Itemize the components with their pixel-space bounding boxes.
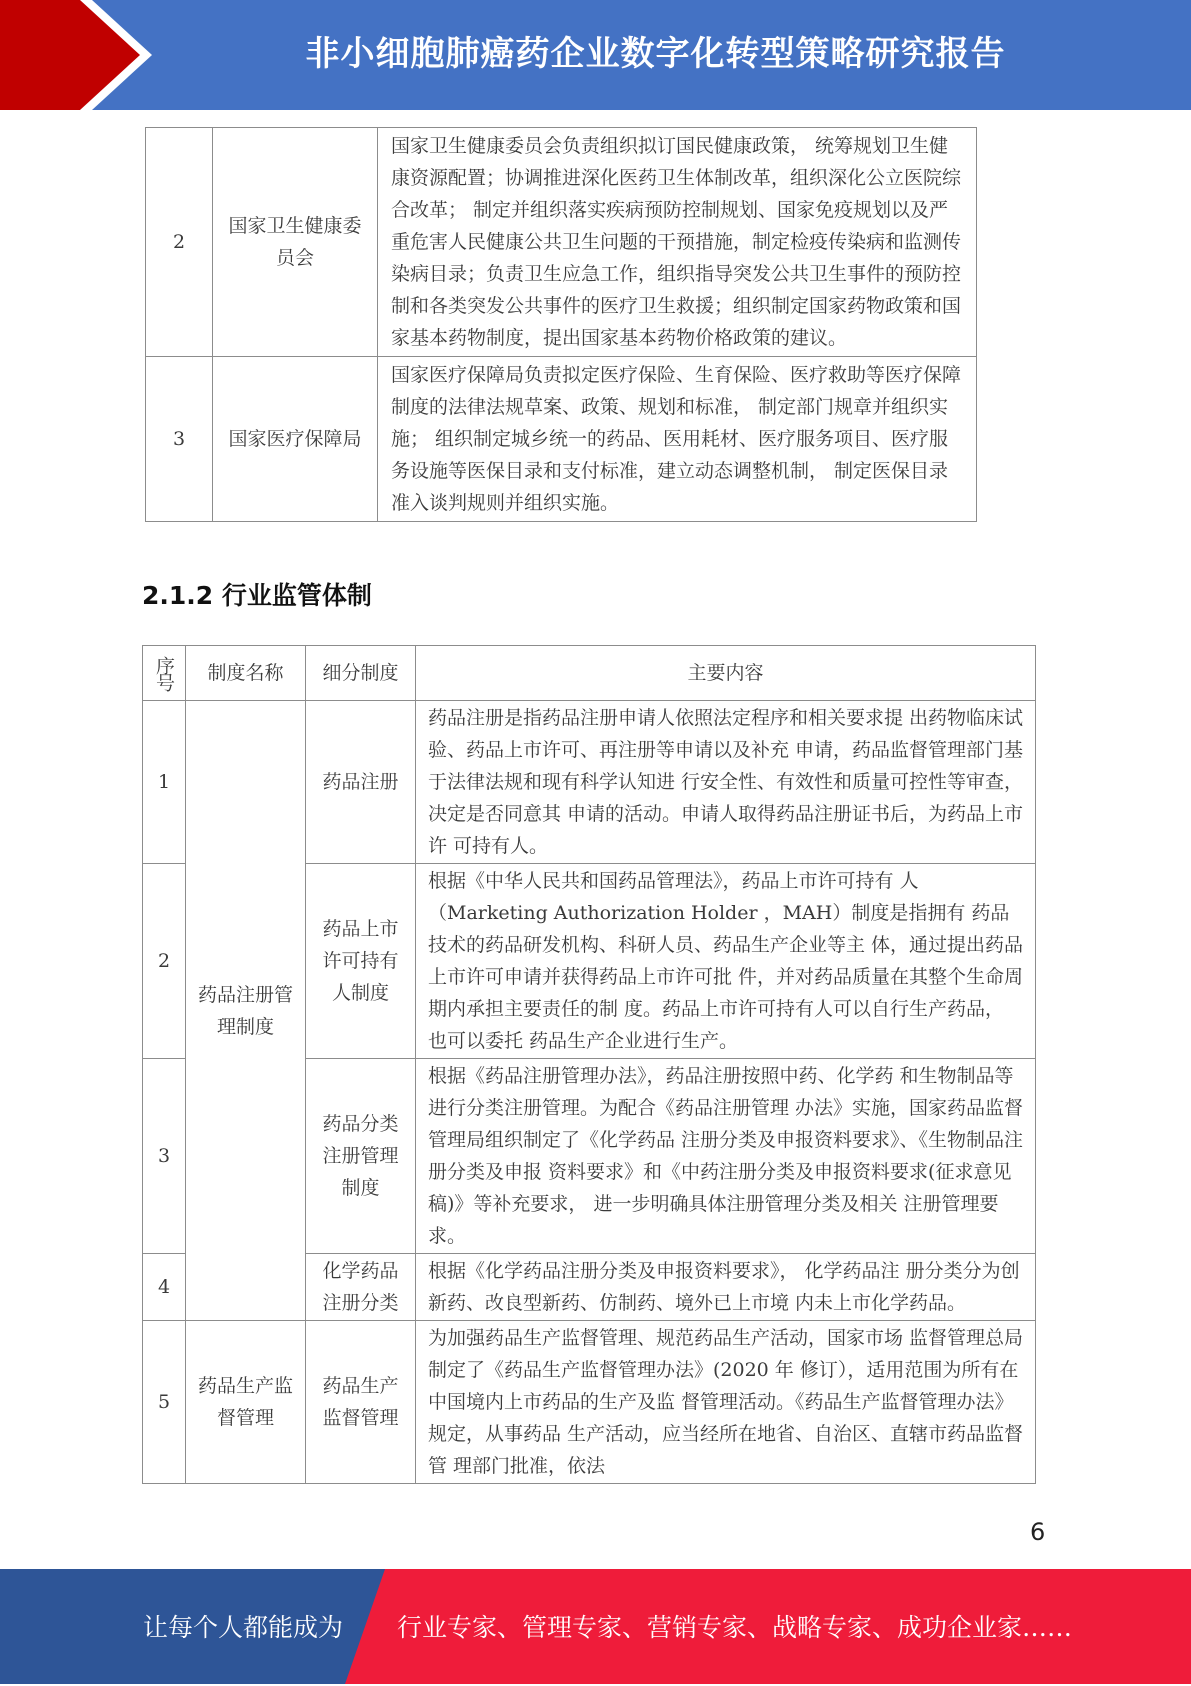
regulation-system-table [142, 645, 1036, 1484]
main-content: 药品注册是指药品注册申请人依照法定程序和相关要求提 出药物临床试验、药品上市许可、再注册等申请以及补充 申请，药品监督管理部门基于法律法规和现有科学认知进 行安全性、有效性和质量可控性等审查， 决定是否同意其 申请的活动。申请人取得药品注册证书后，为药品上市许 可持有人。 [416, 701, 1036, 864]
footer-slogan: 行业专家、管理专家、营销专家、战略专家、成功企业家…… [397, 1613, 1073, 1642]
main-content: 根据《化学药品注册分类及申报资料要求》， 化学药品注 册分类分为创新药、改良型新药、仿制药、境外已上市境 内未上市化学药品。 [416, 1254, 1036, 1321]
row-seq: 2 [146, 128, 213, 357]
agency-duties: 国家卫生健康委员会负责组织拟订国民健康政策， 统筹规划卫生健康资源配置；协调推进深化医药卫生体制改革，组织深化公立医院综合改革； 制定并组织落实疾病预防控制规划、国家免疫规划以及严重危害人民健康公共卫生问题的干预措施，制定检疫传染病和监测传染病目录；负责卫生应急工作，组织指导突发公共卫生事件的预防控制和各类突发公共事件的医疗卫生救援；组织制定国家药物政策和国家基本药物制度，提出国家基本药物价格政策的建议。 [378, 128, 977, 357]
table-row [146, 128, 977, 357]
row-seq: 1 [143, 701, 186, 864]
report-title: 非小细胞肺癌药企业数字化转型策略研究报告 [305, 34, 1006, 74]
page-number: 6 [1030, 1518, 1046, 1546]
sub-system: 药品生产监督管理 [306, 1321, 416, 1484]
agency-name: 国家卫生健康委员会 [213, 128, 378, 357]
header-seq: 序号 [143, 646, 186, 701]
main-content: 为加强药品生产监督管理、规范药品生产活动，国家市场 监督管理总局制定了《药品生产监督管理办法》(2020 年 修订），适用范围为所有在中国境内上市药品的生产及监 督管理活动。《药品生产监督管理办法》规定，从事药品 生产活动，应当经所在地省、自治区、直辖市药品监督管 理部门批准，依法 [416, 1321, 1036, 1484]
row-seq: 3 [146, 357, 213, 522]
agency-name: 国家医疗保障局 [213, 357, 378, 522]
page-header [0, 0, 1191, 110]
header-system-name: 制度名称 [186, 646, 306, 701]
sub-system: 药品注册 [306, 701, 416, 864]
section-heading: 2.1.2 行业监管体制 [142, 581, 372, 610]
regulatory-bodies-table [145, 127, 977, 522]
agency-duties: 国家医疗保障局负责拟定医疗保险、生育保险、医疗救助等医疗保障制度的法律法规草案、政策、规划和标准， 制定部门规章并组织实施； 组织制定城乡统一的药品、医用耗材、医疗服务项目、医疗服务设施等医保目录和支付标准，建立动态调整机制， 制定医保目录准入谈判规则并组织实施。 [378, 357, 977, 522]
sub-system: 药品分类注册管理制度 [306, 1059, 416, 1254]
row-seq: 5 [143, 1321, 186, 1484]
header-sub-system: 细分制度 [306, 646, 416, 701]
sub-system: 药品上市许可持有人制度 [306, 864, 416, 1059]
row-seq: 3 [143, 1059, 186, 1254]
system-name: 药品生产监督管理 [186, 1321, 306, 1484]
main-content: 根据《中华人民共和国药品管理法》，药品上市许可持有 人（Marketing Authorization Holder ，MAH）制度是指拥有 药品技术的药品研发机构、科研人员、药品生产企业等主 体，通过提出药品上市许可申请并获得药品上市许可批 件，并对药品质量在其整个生命周期内承担主要责任的制 度。药品上市许可持有人可以自行生产药品， 也可以委托 药品生产企业进行生产。 [416, 864, 1036, 1059]
chevron-decoration [0, 0, 140, 110]
system-name: 药品注册管理制度 [186, 701, 306, 1321]
table-header-row [143, 646, 1036, 701]
main-content: 根据《药品注册管理办法》，药品注册按照中药、化学药 和生物制品等进行分类注册管理。为配合《药品注册管理 办法》实施，国家药品监督管理局组织制定了《化学药品 注册分类及申报资料要求》、《生物制品注册分类及申报 资料要求》和《中药注册分类及申报资料要求(征求意见 稿)》等补充要求， 进一步明确具体注册管理分类及相关 注册管理要求。 [416, 1059, 1036, 1254]
sub-system: 化学药品注册分类 [306, 1254, 416, 1321]
table-row [143, 1321, 1036, 1484]
header-main-content: 主要内容 [416, 646, 1036, 701]
table-row [143, 701, 1036, 864]
page-footer [0, 1569, 1191, 1684]
row-seq: 2 [143, 864, 186, 1059]
row-seq: 4 [143, 1254, 186, 1321]
footer-slogan-lead: 让每个人都能成为 [143, 1613, 344, 1642]
table-row [146, 357, 977, 522]
